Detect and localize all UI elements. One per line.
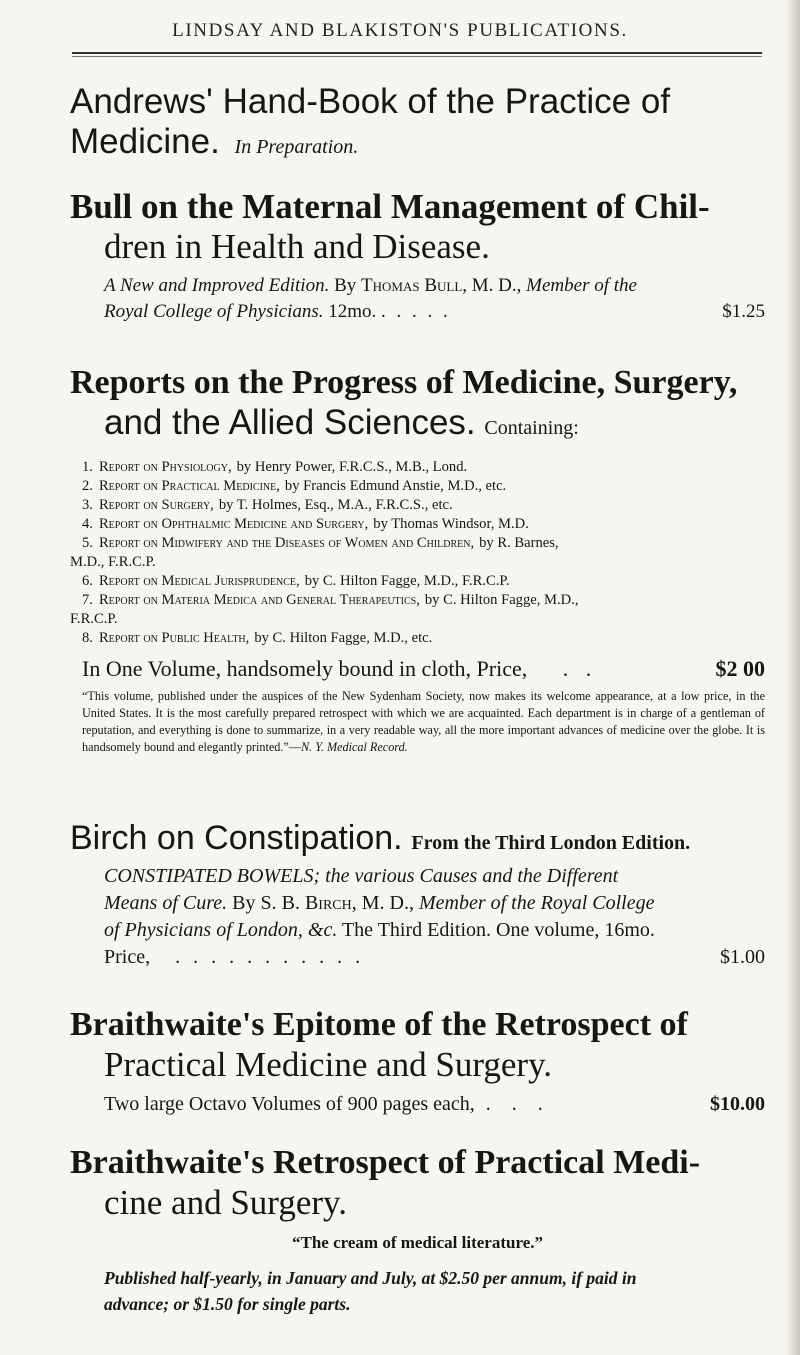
epitome-title-line2: Practical Medicine and Surgery.	[104, 1045, 553, 1084]
retrospect-title-line1: Braithwaite's Retrospect of Practical Medi-	[70, 1144, 701, 1181]
epitome-title-line1: Braithwaite's Epitome of the Retrospect of	[70, 1006, 688, 1043]
report-item-author: by T. Holmes, Esq., M.A., F.R.C.S., etc.	[218, 497, 453, 513]
report-item-number: 2.	[82, 478, 93, 494]
bull-description	[70, 273, 765, 325]
birch-title-row	[70, 818, 765, 863]
bull-member: Member of the	[526, 275, 637, 296]
report-item	[82, 458, 765, 477]
reports-title-line1: Reports on the Progress of Medicine, Surgery,	[70, 364, 738, 401]
birch-edition-note: From the Third London Edition.	[411, 832, 691, 854]
birch-college: of Physicians of London, &c.	[104, 919, 338, 941]
birch-entry	[70, 818, 765, 971]
retrospect-published-line2: advance; or $1.50 for single parts.	[104, 1294, 351, 1314]
birch-price: $1.00	[720, 946, 765, 968]
bull-format: 12mo.	[328, 301, 377, 322]
report-item-number: 3.	[82, 497, 93, 513]
reports-containing: Containing:	[484, 417, 579, 439]
reports-review-quote	[70, 688, 765, 756]
birch-price-row	[104, 944, 765, 971]
page-edge-shadow	[786, 0, 800, 1355]
report-item-author: by R. Barnes,	[479, 535, 559, 551]
report-item-author: by C. Hilton Fagge, M.D., etc.	[254, 630, 433, 646]
birch-author: S. B. Birch, M. D.,	[260, 892, 414, 914]
report-item-label: Report on Practical Medicine,	[98, 478, 280, 494]
reports-volume-line	[70, 654, 765, 684]
bull-price: $1.25	[722, 301, 765, 322]
bull-edition: A New and Improved Edition.	[104, 275, 330, 296]
report-item-continuation: M.D., F.R.C.P.	[70, 554, 156, 570]
reports-entry	[70, 363, 765, 756]
retrospect-quote: “The cream of medical literature.”	[292, 1233, 543, 1252]
andrews-title-line1: Andrews' Hand-Book of the Practice of	[70, 82, 671, 121]
report-item	[82, 629, 765, 648]
birch-price-label: Price,	[104, 946, 151, 968]
andrews-title-line2-row	[70, 122, 765, 167]
report-item-author: by Francis Edmund Anstie, M.D., etc.	[284, 478, 507, 494]
report-item-author: by Thomas Windsor, M.D.	[373, 516, 529, 532]
bull-title-line1: Bull on the Maternal Management of Chil-	[70, 187, 710, 226]
header-rule-thin	[72, 56, 762, 57]
bull-title-line2: dren in Health and Disease.	[104, 227, 490, 266]
report-item	[82, 477, 765, 496]
retrospect-published	[70, 1265, 765, 1317]
report-item	[82, 534, 765, 553]
report-item	[82, 496, 765, 515]
reports-volume-text: In One Volume, handsomely bound in cloth, Price,	[82, 656, 528, 681]
report-item-label: Report on Midwifery and the Diseases of Women and Children,	[98, 535, 475, 551]
birch-subtitle-c: Means of Cure.	[104, 892, 228, 914]
report-item-continuation: F.R.C.P.	[70, 611, 118, 627]
report-item-number: 6.	[82, 573, 93, 589]
birch-member: Member of the Royal College	[418, 892, 655, 914]
report-item-number: 8.	[82, 630, 93, 646]
report-item	[82, 591, 765, 610]
birch-edition: The Third Edition. One volume, 16mo.	[341, 919, 655, 941]
report-item-number: 1.	[82, 459, 93, 475]
epitome-entry	[70, 1005, 765, 1117]
reports-quote-source: N. Y. Medical Record.	[300, 740, 408, 754]
report-item-label: Report on Public Health,	[98, 630, 250, 646]
birch-title: Birch on Constipation.	[70, 819, 403, 857]
epitome-price: $10.00	[710, 1093, 765, 1115]
reports-volume-dots: . .	[562, 656, 598, 681]
andrews-entry	[70, 82, 765, 167]
reports-list	[70, 458, 765, 648]
bull-entry	[70, 187, 765, 325]
report-item	[82, 515, 765, 534]
andrews-status: In Preparation.	[234, 136, 359, 158]
report-item	[82, 572, 765, 591]
birch-description	[70, 863, 765, 971]
bull-by: By	[334, 275, 357, 296]
bull-college: Royal College of Physicians.	[104, 301, 324, 322]
bull-author: Thomas Bull, M. D.,	[361, 275, 522, 296]
epitome-dots: . . .	[485, 1093, 551, 1115]
report-item-label: Report on Materia Medica and General Therapeutics,	[98, 592, 420, 608]
birch-subtitle-a: CONSTIPATED BOWELS;	[104, 865, 321, 887]
report-item-number: 7.	[82, 592, 93, 608]
birch-subtitle-b: the various Causes and the Different	[325, 865, 619, 887]
epitome-description	[70, 1091, 765, 1117]
report-item-number: 4.	[82, 516, 93, 532]
report-item-label: Report on Medical Jurisprudence,	[98, 573, 300, 589]
retrospect-title-line2: cine and Surgery.	[104, 1183, 347, 1222]
reports-price: $2 00	[715, 656, 765, 681]
andrews-title-line2: Medicine.	[70, 122, 220, 161]
retrospect-published-line1: Published half-yearly, in January and July, at $2.50 per annum, if paid in	[104, 1268, 637, 1288]
birch-by: By	[232, 892, 256, 914]
retrospect-entry	[70, 1143, 765, 1317]
report-item-author: by C. Hilton Fagge, M.D., F.R.C.P.	[304, 573, 510, 589]
reports-title-line2: and the Allied Sciences.	[104, 403, 476, 442]
report-item-label: Report on Physiology,	[98, 459, 232, 475]
reports-title-line2-row	[70, 403, 765, 448]
header-rule	[72, 52, 762, 54]
report-item-number: 5.	[82, 535, 93, 551]
report-item-author: by Henry Power, F.R.C.S., M.B., Lond.	[236, 459, 468, 475]
bull-dots: . . . . .	[381, 301, 451, 322]
report-item-label: Report on Ophthalmic Medicine and Surgery,	[98, 516, 369, 532]
birch-dots: . . . . . . . . . . .	[175, 946, 365, 968]
report-item-label: Report on Surgery,	[98, 497, 214, 513]
page-header: LINDSAY AND BLAKISTON'S PUBLICATIONS.	[172, 20, 628, 41]
reports-quote-text: “This volume, published under the auspices of the New Sydenham Society, now makes its welcome appearance, at a low price, in the United States. It is the most carefully prepared retrospect with which we are acquainted. Each department is in charge of a gentleman of reputation, and everything is done to summarize, in a very readable way, all the more important advances of medicine over the globe. It is handsomely bound and elegantly printed.”—	[82, 689, 765, 754]
epitome-desc: Two large Octavo Volumes of 900 pages each,	[104, 1093, 475, 1115]
report-item-author: by C. Hilton Fagge, M.D.,	[424, 592, 579, 608]
